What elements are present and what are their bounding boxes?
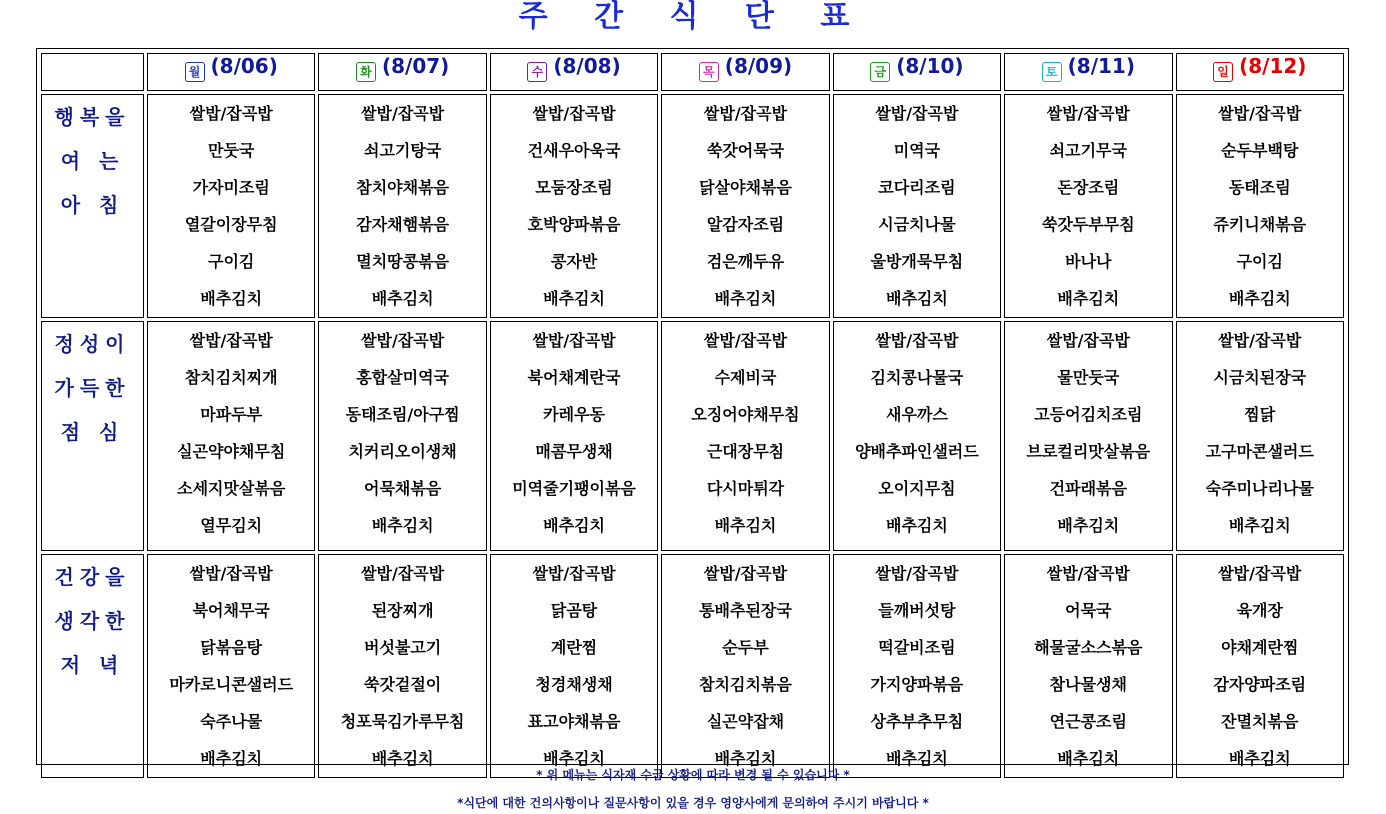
- menu-item: 쌀밥/잡곡밥: [1046, 564, 1130, 583]
- menu-item: 쌀밥/잡곡밥: [361, 331, 445, 350]
- menu-item: 호박양파볶음: [527, 215, 621, 234]
- menu-cell: [1176, 554, 1344, 778]
- menu-cell: [1004, 321, 1172, 551]
- menu-item: 코다리조림: [878, 178, 956, 197]
- menu-item: 시금치나물: [878, 215, 956, 234]
- menu-item: 미역국: [893, 141, 941, 160]
- menu-item: 쌀밥/잡곡밥: [532, 331, 616, 350]
- menu-item: 배추김치: [1228, 749, 1291, 768]
- meal-row-1: [41, 94, 1344, 318]
- menu-item: 배추김치: [371, 749, 434, 768]
- menu-cell: [1176, 94, 1344, 318]
- menu-item: 쌀밥/잡곡밥: [361, 104, 445, 123]
- day-header-4: [661, 53, 829, 91]
- menu-item: 배추김치: [1228, 516, 1291, 535]
- menu-item: 구이김: [1236, 252, 1283, 271]
- meal-label-line: 건강을: [54, 565, 131, 589]
- menu-item: 콩자반: [550, 252, 598, 271]
- day-header-3: [490, 53, 658, 91]
- menu-item: 멸치땅콩볶음: [356, 252, 449, 271]
- menu-item: 계란찜: [550, 638, 598, 657]
- menu-item: 울방개묵무침: [870, 252, 964, 271]
- menu-item: 닭곰탕: [550, 601, 598, 620]
- meal-label-line: 생각한: [54, 609, 131, 633]
- menu-item: 연근콩조림: [1049, 712, 1127, 731]
- day-date-label: (8/08): [553, 54, 621, 78]
- menu-cell: [147, 94, 315, 318]
- menu-item: 홍합살미역국: [356, 368, 449, 387]
- menu-item: 감자채햄볶음: [356, 215, 449, 234]
- menu-item: 열갈이장무침: [184, 215, 278, 234]
- day-date-label: (8/11): [1067, 54, 1135, 78]
- menu-item: 배추김치: [714, 749, 777, 768]
- meal-label-line: 아 침: [60, 193, 125, 217]
- menu-item: 쥬키니채볶음: [1213, 215, 1307, 234]
- menu-item: 통배추된장국: [699, 601, 792, 620]
- menu-item: 쌀밥/잡곡밥: [189, 331, 273, 350]
- day-date-label: (8/06): [210, 54, 278, 78]
- day-badge-icon: 월: [185, 62, 205, 82]
- menu-item: 배추김치: [714, 289, 777, 308]
- day-header-7: [1176, 53, 1344, 91]
- menu-item: 참치김치찌개: [184, 368, 278, 387]
- menu-item: 된장찌개: [371, 601, 434, 620]
- menu-item: 숙주미나리나물: [1205, 479, 1314, 498]
- menu-item: 시금치된장국: [1213, 368, 1307, 387]
- menu-item: 쌀밥/잡곡밥: [532, 104, 616, 123]
- menu-item: 쌀밥/잡곡밥: [1218, 564, 1302, 583]
- day-badge-icon: 수: [527, 62, 547, 82]
- menu-item: 카레우동: [543, 405, 605, 424]
- menu-cell: [1004, 554, 1172, 778]
- meal-label-line: 점 심: [60, 420, 125, 444]
- menu-item: 해물굴소스볶음: [1034, 638, 1143, 657]
- day-header-6: [1004, 53, 1172, 91]
- menu-item: 배추김치: [543, 289, 605, 308]
- menu-item: 어묵국: [1065, 601, 1112, 620]
- menu-item: 쌀밥/잡곡밥: [361, 564, 445, 583]
- day-badge-icon: 목: [699, 62, 719, 82]
- menu-item: 닭볶음탕: [200, 638, 263, 657]
- menu-item: 쌀밥/잡곡밥: [1218, 331, 1302, 350]
- day-badge-icon: 금: [870, 62, 890, 82]
- menu-item: 물만둣국: [1057, 368, 1120, 387]
- meal-label-line: 정성이: [54, 332, 131, 356]
- menu-item: 배추김치: [543, 516, 605, 535]
- menu-cell: [1004, 94, 1172, 318]
- menu-item: 쑥갓두부무침: [1041, 215, 1135, 234]
- menu-item: 순두부백탕: [1221, 141, 1299, 160]
- menu-item: 돈장조림: [1057, 178, 1120, 197]
- menu-item: 배추김치: [1057, 749, 1120, 768]
- menu-item: 배추김치: [885, 289, 948, 308]
- menu-item: 가지양파볶음: [870, 675, 964, 694]
- menu-cell: [147, 321, 315, 551]
- menu-item: 상추부추무침: [870, 712, 964, 731]
- menu-cell: [490, 94, 658, 318]
- menu-item: 쇠고기탕국: [363, 141, 442, 160]
- day-date-label: (8/09): [724, 54, 793, 78]
- day-badge-icon: 화: [356, 62, 376, 82]
- menu-item: 치커리오이생채: [348, 442, 457, 461]
- menu-item: 배추김치: [1057, 289, 1120, 308]
- menu-item: 구이김: [208, 252, 255, 271]
- menu-item: 만둣국: [208, 141, 255, 160]
- day-date-label: (8/07): [381, 54, 450, 78]
- menu-item: 쌀밥/잡곡밥: [1046, 104, 1130, 123]
- notice-line-1: * 위 메뉴는 식자재 수급 상황에 따라 변경 될 수 있습니다 *: [536, 768, 850, 782]
- menu-item: 찜닭: [1244, 405, 1276, 424]
- menu-item: 배추김치: [885, 516, 948, 535]
- menu-cell: [490, 321, 658, 551]
- menu-item: 쌀밥/잡곡밥: [189, 104, 273, 123]
- menu-cell: [661, 554, 829, 778]
- menu-item: 배추김치: [1228, 289, 1291, 308]
- menu-cell: [661, 94, 829, 318]
- menu-cell: [318, 321, 486, 551]
- menu-item: 참나물생채: [1049, 675, 1127, 694]
- menu-item: 실곤약잡채: [706, 712, 785, 731]
- menu-item: 참치김치볶음: [699, 675, 792, 694]
- day-header-row: [41, 53, 1344, 91]
- menu-item: 알감자조림: [706, 215, 785, 234]
- menu-item: 어묵채볶음: [363, 479, 442, 498]
- menu-cell: [833, 321, 1001, 551]
- menu-item: 쌀밥/잡곡밥: [532, 564, 616, 583]
- menu-item: 잔멸치볶음: [1221, 712, 1299, 731]
- menu-item: 쑥갓겉절이: [363, 675, 442, 694]
- weekly-menu-table: [38, 50, 1347, 781]
- menu-item: 닭살야채볶음: [699, 178, 792, 197]
- menu-item: 근대장무침: [706, 442, 785, 461]
- menu-item: 배추김치: [371, 516, 434, 535]
- day-badge-icon: 토: [1042, 62, 1062, 82]
- day-header-1: [147, 53, 315, 91]
- menu-item: 검은깨두유: [706, 252, 785, 271]
- page-title: 주 간 식 단 표: [518, 0, 868, 34]
- menu-item: 순두부: [722, 638, 769, 657]
- notice-line-2: *식단에 대한 건의사항이나 질문사항이 있을 경우 영양사에게 문의하여 주시기 바랍니다 *: [457, 796, 929, 810]
- meal-label-line: 저 녁: [60, 653, 125, 677]
- menu-item: 열무김치: [200, 516, 263, 535]
- meal-label: [41, 554, 144, 778]
- menu-item: 실곤약야채무침: [177, 442, 286, 461]
- menu-item: 쌀밥/잡곡밥: [875, 331, 959, 350]
- menu-item: 배추김치: [885, 749, 948, 768]
- menu-item: 쇠고기무국: [1049, 141, 1127, 160]
- menu-item: 건새우아욱국: [527, 141, 621, 160]
- menu-item: 감자양파조림: [1213, 675, 1307, 694]
- menu-cell: [490, 554, 658, 778]
- menu-item: 쌀밥/잡곡밥: [703, 564, 788, 583]
- menu-item: 북어채무국: [192, 601, 270, 620]
- menu-item: 소세지맛살볶음: [177, 479, 286, 498]
- menu-item: 배추김치: [200, 749, 263, 768]
- menu-cell: [833, 94, 1001, 318]
- meal-row-2: [41, 321, 1344, 551]
- menu-item: 오이지무침: [878, 479, 956, 498]
- menu-item: 배추김치: [200, 289, 263, 308]
- day-badge-icon: 일: [1213, 62, 1233, 82]
- meal-label: [41, 94, 144, 318]
- menu-item: 숙주나물: [200, 712, 263, 731]
- menu-item: 들깨버섯탕: [878, 601, 956, 620]
- menu-item: 매콤무생채: [535, 442, 613, 461]
- menu-item: 양배추파인샐러드: [855, 442, 979, 461]
- menu-item: 표고야채볶음: [527, 712, 621, 731]
- menu-item: 청경채생채: [535, 675, 613, 694]
- meal-label-line: 여 는: [60, 149, 125, 173]
- menu-item: 미역줄기팽이볶음: [512, 479, 636, 498]
- menu-item: 야채계란찜: [1221, 638, 1299, 657]
- menu-item: 다시마튀각: [706, 479, 785, 498]
- meal-label: [41, 321, 144, 551]
- menu-item: 쌀밥/잡곡밥: [875, 564, 959, 583]
- menu-item: 버섯불고기: [363, 638, 442, 657]
- menu-item: 마파두부: [200, 405, 263, 424]
- menu-item: 쌀밥/잡곡밥: [1046, 331, 1130, 350]
- menu-item: 북어채계란국: [527, 368, 621, 387]
- menu-item: 고등어김치조림: [1034, 405, 1143, 424]
- menu-item: 쌀밥/잡곡밥: [703, 331, 788, 350]
- menu-item: 모둠장조림: [535, 178, 613, 197]
- menu-item: 오징어야채무침: [691, 405, 800, 424]
- menu-item: 떡갈비조림: [878, 638, 956, 657]
- menu-item: 마카로니콘샐러드: [169, 675, 294, 694]
- menu-item: 동태조림/아구찜: [345, 405, 460, 424]
- menu-item: 동태조림: [1228, 178, 1291, 197]
- menu-item: 배추김치: [543, 749, 605, 768]
- menu-item: 배추김치: [1057, 516, 1120, 535]
- menu-cell: [1176, 321, 1344, 551]
- menu-item: 바나나: [1065, 252, 1112, 271]
- menu-item: 배추김치: [371, 289, 434, 308]
- menu-item: 브로컬리맛살볶음: [1026, 442, 1151, 461]
- menu-cell: [147, 554, 315, 778]
- menu-item: 고구마콘샐러드: [1205, 442, 1314, 461]
- corner-cell: [41, 53, 144, 91]
- menu-item: 건파래볶음: [1049, 479, 1127, 498]
- day-date-label: (8/10): [896, 54, 964, 78]
- menu-item: 육개장: [1236, 601, 1283, 620]
- menu-item: 쌀밥/잡곡밥: [1218, 104, 1302, 123]
- day-header-5: [833, 53, 1001, 91]
- menu-cell: [833, 554, 1001, 778]
- menu-item: 새우까스: [885, 405, 948, 424]
- menu-item: 수제비국: [714, 368, 777, 387]
- menu-item: 쌀밥/잡곡밥: [189, 564, 273, 583]
- menu-item: 쌀밥/잡곡밥: [703, 104, 788, 123]
- menu-item: 가자미조림: [192, 178, 270, 197]
- day-date-label: (8/12): [1239, 54, 1307, 78]
- menu-item: 청포묵김가루무침: [340, 712, 465, 731]
- menu-item: 참치야채볶음: [356, 178, 449, 197]
- meal-label-line: 가득한: [54, 376, 131, 400]
- menu-item: 배추김치: [714, 516, 777, 535]
- menu-cell: [661, 321, 829, 551]
- meal-label-line: 행복을: [54, 105, 131, 129]
- menu-item: 김치콩나물국: [870, 368, 964, 387]
- day-header-2: [318, 53, 486, 91]
- menu-item: 쌀밥/잡곡밥: [875, 104, 959, 123]
- menu-cell: [318, 94, 486, 318]
- menu-item: 쑥갓어묵국: [706, 141, 785, 160]
- meal-row-3: [41, 554, 1344, 778]
- menu-cell: [318, 554, 486, 778]
